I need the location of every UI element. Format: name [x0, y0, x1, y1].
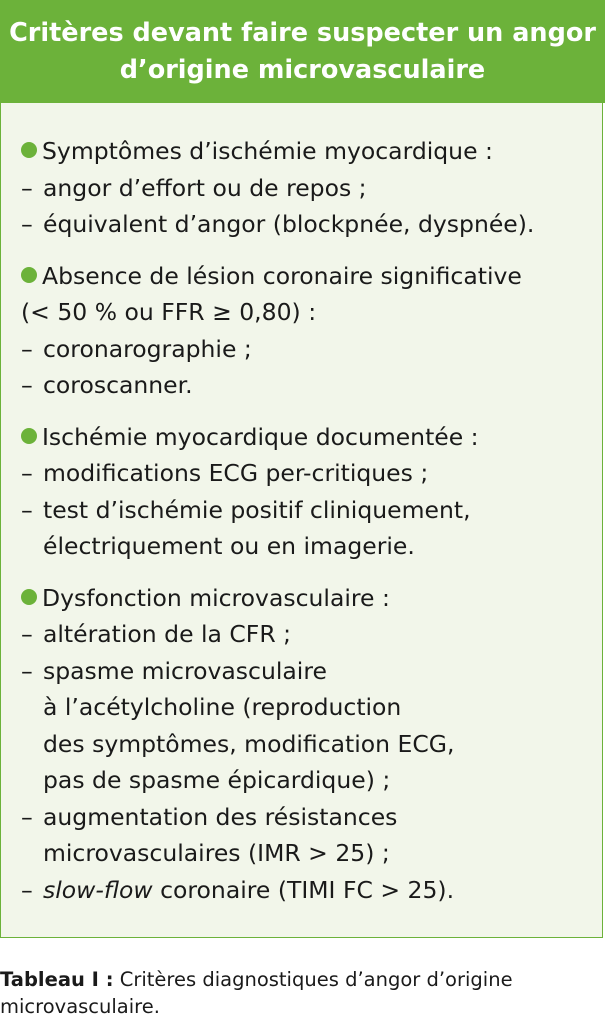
section-heading: Symptômes d’ischémie myocardique :: [21, 133, 601, 170]
dash-marker: –: [21, 459, 33, 487]
section-heading: Ischémie myocardique documentée :: [21, 419, 601, 456]
caption-line-1: [0, 966, 605, 993]
table-caption: [0, 966, 605, 1020]
section-heading: Absence de lésion coronaire significative: [21, 258, 601, 295]
list-item: – coroscanner.: [21, 367, 601, 404]
list-item: – slow-flow coronaire (TIMI FC > 25).: [21, 872, 601, 909]
caption-line-2: microvasculaire.: [0, 995, 160, 1018]
criteria-section-ischemia: [21, 419, 601, 565]
caption-label: Tableau I :: [0, 968, 114, 991]
dash-marker: –: [21, 173, 33, 202]
list-item: – équivalent d’angor (blockpnée, dyspnée).: [21, 206, 601, 243]
list-item-continuation: électriquement ou en imagerie.: [43, 532, 415, 560]
criteria-section-symptoms: [21, 133, 601, 243]
dash-marker: –: [21, 875, 33, 904]
dash-marker: –: [21, 802, 33, 831]
dash-marker: –: [21, 495, 33, 524]
list-item: – coronarographie ;: [21, 331, 601, 368]
dash-marker: –: [21, 334, 33, 363]
bullet-icon: [21, 589, 37, 605]
bullet-icon: [21, 428, 37, 444]
list-item: – angor d’effort ou de repos ;: [21, 170, 601, 207]
list-item: – augmentation des résistances: [21, 799, 601, 836]
list-item-continuation: microvasculaires (IMR > 25) ;: [43, 839, 390, 867]
panel-header: [0, 0, 605, 103]
section-heading: Dysfonction microvasculaire :: [21, 580, 601, 617]
criteria-section-no-lesion: [21, 258, 601, 404]
dash-marker: –: [21, 371, 33, 399]
list-item-continuation: pas de spasme épicardique) ;: [43, 766, 391, 794]
list-item: – altération de la CFR ;: [21, 616, 601, 653]
bullet-icon: [21, 142, 37, 158]
list-item: – modifications ECG per-critiques ;: [21, 455, 601, 492]
list-item: – test d’ischémie positif cliniquement,: [21, 492, 601, 529]
list-item-continuation: à l’acétylcholine (reproduction: [43, 693, 402, 721]
section-heading-continuation: (< 50 % ou FFR ≥ 0,80) :: [21, 298, 317, 326]
criteria-content: [21, 133, 601, 923]
criteria-section-dysfunction: [21, 580, 601, 909]
dash-marker: –: [21, 210, 33, 238]
list-item: – spasme microvasculaire: [21, 653, 601, 690]
dash-marker: –: [21, 656, 33, 685]
list-item-continuation: des symptômes, modification ECG,: [43, 729, 455, 758]
bullet-icon: [21, 267, 37, 283]
caption-text: Critères diagnostiques d’angor d’origine: [113, 968, 513, 991]
header-title-line-1: Critères devant faire suspecter un angor: [9, 18, 596, 48]
dash-marker: –: [21, 620, 33, 648]
slow-flow-term: slow-flow: [43, 875, 153, 904]
header-title-line-2: d’origine microvasculaire: [119, 55, 486, 85]
